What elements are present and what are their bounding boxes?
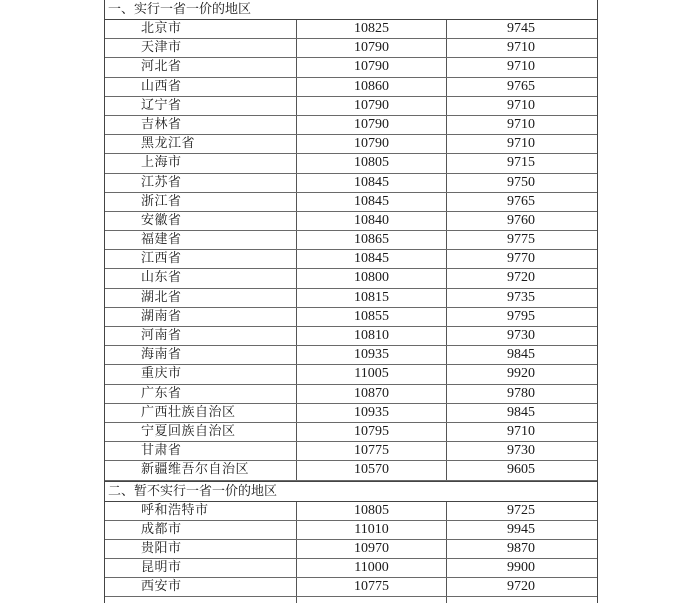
price-value-2-cell: 9845 xyxy=(507,404,535,420)
region-name-cell: 浙江省 xyxy=(105,193,297,211)
price-value-2-cell: 9920 xyxy=(507,366,535,382)
price-value-1-cell: 11005 xyxy=(297,365,447,383)
price-value-2-cell: 9730 xyxy=(507,328,535,343)
table-row xyxy=(105,116,597,135)
table-row xyxy=(105,78,597,97)
region-name-cell: 湖北省 xyxy=(105,289,297,307)
price-value-1-cell: 10790 xyxy=(297,39,447,57)
price-value-1-cell: 10860 xyxy=(297,78,447,96)
price-value-1-cell: 10805 xyxy=(297,154,447,172)
price-value-2-cell: 9735 xyxy=(507,289,535,305)
region-name-cell: 贵阳市 xyxy=(105,540,297,558)
table-row xyxy=(105,521,597,540)
region-name-cell: 黑龙江省 xyxy=(105,135,297,153)
price-value-1-cell: 10795 xyxy=(297,423,447,441)
table-row xyxy=(105,154,597,173)
table-row xyxy=(105,404,597,423)
region-name-cell: 辽宁省 xyxy=(105,97,297,115)
price-value-2-cell: 9720 xyxy=(507,270,535,286)
price-value-2-cell: 9770 xyxy=(507,251,535,267)
section-2-rows xyxy=(105,502,597,598)
table-row xyxy=(105,269,597,288)
table-row xyxy=(105,20,597,39)
region-name-cell: 山东省 xyxy=(105,269,297,287)
section-header-1: 一、实行一省一价的地区 xyxy=(105,0,597,20)
price-value-1-cell: 10790 xyxy=(297,116,447,134)
region-name-cell: 甘肃省 xyxy=(105,442,297,460)
price-value-1-cell: 10845 xyxy=(297,250,447,268)
table-row xyxy=(105,365,597,384)
table-row xyxy=(105,346,597,365)
price-value-1-cell: 10845 xyxy=(297,193,447,211)
price-value-2-cell: 9725 xyxy=(507,502,535,518)
region-name-cell: 北京市 xyxy=(105,20,297,38)
table-row xyxy=(105,442,597,461)
price-value-2-cell: 9710 xyxy=(507,59,535,75)
price-table xyxy=(104,0,598,603)
price-value-1-cell: 10865 xyxy=(297,231,447,249)
table-row xyxy=(105,308,597,327)
table-row xyxy=(105,250,597,269)
price-value-2-cell: 9710 xyxy=(507,40,535,56)
table-row xyxy=(105,327,597,346)
region-name-cell: 宁夏回族自治区 xyxy=(105,423,297,441)
region-name-cell: 天津市 xyxy=(105,39,297,57)
region-name-cell: 湖南省 xyxy=(105,308,297,326)
region-name-cell: 江苏省 xyxy=(105,174,297,192)
price-value-1-cell: 10775 xyxy=(297,578,447,596)
region-name-cell: 山西省 xyxy=(105,78,297,96)
price-value-1-cell: 10855 xyxy=(297,308,447,326)
table-row xyxy=(105,502,597,521)
price-value-2-cell: 9745 xyxy=(507,21,535,36)
table-row xyxy=(105,423,597,442)
price-value-2-cell: 9715 xyxy=(507,155,535,171)
price-value-2-cell: 9710 xyxy=(507,423,535,439)
price-value-2-cell: 9870 xyxy=(507,540,535,556)
table-row xyxy=(105,39,597,58)
price-value-2-cell: 9750 xyxy=(507,174,535,190)
price-value-2-cell: 9900 xyxy=(507,560,535,576)
table-row xyxy=(105,289,597,308)
price-value-1-cell: 10935 xyxy=(297,346,447,364)
table-row xyxy=(105,174,597,193)
table-row xyxy=(105,135,597,154)
price-value-1-cell: 10970 xyxy=(297,540,447,558)
table-row xyxy=(105,97,597,116)
section-header-2: 二、暂不实行一省一价的地区 xyxy=(105,481,597,502)
section-1-rows xyxy=(105,20,597,481)
price-value-1-cell: 10790 xyxy=(297,135,447,153)
price-value-1-cell: 11010 xyxy=(297,521,447,539)
region-name-cell: 呼和浩特市 xyxy=(105,502,297,520)
price-value-2-cell: 9605 xyxy=(507,462,535,478)
price-value-1-cell: 10825 xyxy=(297,20,447,38)
region-name-cell: 江西省 xyxy=(105,250,297,268)
region-name-cell: 海南省 xyxy=(105,346,297,364)
price-value-2-cell: 9765 xyxy=(507,78,535,94)
region-name-cell: 安徽省 xyxy=(105,212,297,230)
price-value-1-cell: 11000 xyxy=(297,559,447,577)
region-name-cell: 昆明市 xyxy=(105,559,297,577)
price-value-1-cell: 10840 xyxy=(297,212,447,230)
table-row xyxy=(105,193,597,212)
price-value-2-cell: 9765 xyxy=(507,193,535,209)
price-value-1-cell: 10845 xyxy=(297,174,447,192)
price-value-2-cell: 9710 xyxy=(507,116,535,132)
price-value-2-cell: 9710 xyxy=(507,136,535,152)
table-row xyxy=(105,58,597,77)
table-row xyxy=(105,385,597,404)
region-name-cell: 广东省 xyxy=(105,385,297,403)
region-name-cell: 重庆市 xyxy=(105,365,297,383)
region-name-cell: 河北省 xyxy=(105,58,297,76)
region-name-cell: 成都市 xyxy=(105,521,297,539)
price-value-2-cell: 9775 xyxy=(507,232,535,248)
price-value-1-cell: 10810 xyxy=(297,327,447,345)
price-value-1-cell: 10815 xyxy=(297,289,447,307)
price-value-1-cell: 10570 xyxy=(297,461,447,479)
price-value-2-cell: 9845 xyxy=(507,347,535,363)
price-value-1-cell: 10800 xyxy=(297,269,447,287)
price-value-1-cell: 10870 xyxy=(297,385,447,403)
table-row xyxy=(105,578,597,597)
price-value-2-cell: 9720 xyxy=(507,579,535,595)
table-row xyxy=(105,461,597,480)
price-value-2-cell: 9780 xyxy=(507,385,535,401)
price-value-1-cell: 10805 xyxy=(297,502,447,520)
price-value-1-cell: 10775 xyxy=(297,442,447,460)
region-name-cell: 吉林省 xyxy=(105,116,297,134)
price-value-2-cell: 9945 xyxy=(507,521,535,537)
region-name-cell: 福建省 xyxy=(105,231,297,249)
price-value-2-cell: 9795 xyxy=(507,308,535,324)
price-value-2-cell: 9710 xyxy=(507,97,535,113)
region-name-cell: 河南省 xyxy=(105,327,297,345)
table-row-cut-off xyxy=(105,597,597,603)
price-value-2-cell: 9760 xyxy=(507,212,535,228)
price-value-1-cell: 10790 xyxy=(297,97,447,115)
region-name-cell: 上海市 xyxy=(105,154,297,172)
price-value-2-cell: 9730 xyxy=(507,443,535,459)
price-value-1-cell: 10935 xyxy=(297,404,447,422)
price-value-1-cell: 10790 xyxy=(297,58,447,76)
table-row xyxy=(105,559,597,578)
region-name-cell: 西安市 xyxy=(105,578,297,596)
table-row xyxy=(105,212,597,231)
region-name-cell: 新疆维吾尔自治区 xyxy=(105,461,297,479)
table-row xyxy=(105,540,597,559)
table-row xyxy=(105,231,597,250)
region-name-cell: 广西壮族自治区 xyxy=(105,404,297,422)
